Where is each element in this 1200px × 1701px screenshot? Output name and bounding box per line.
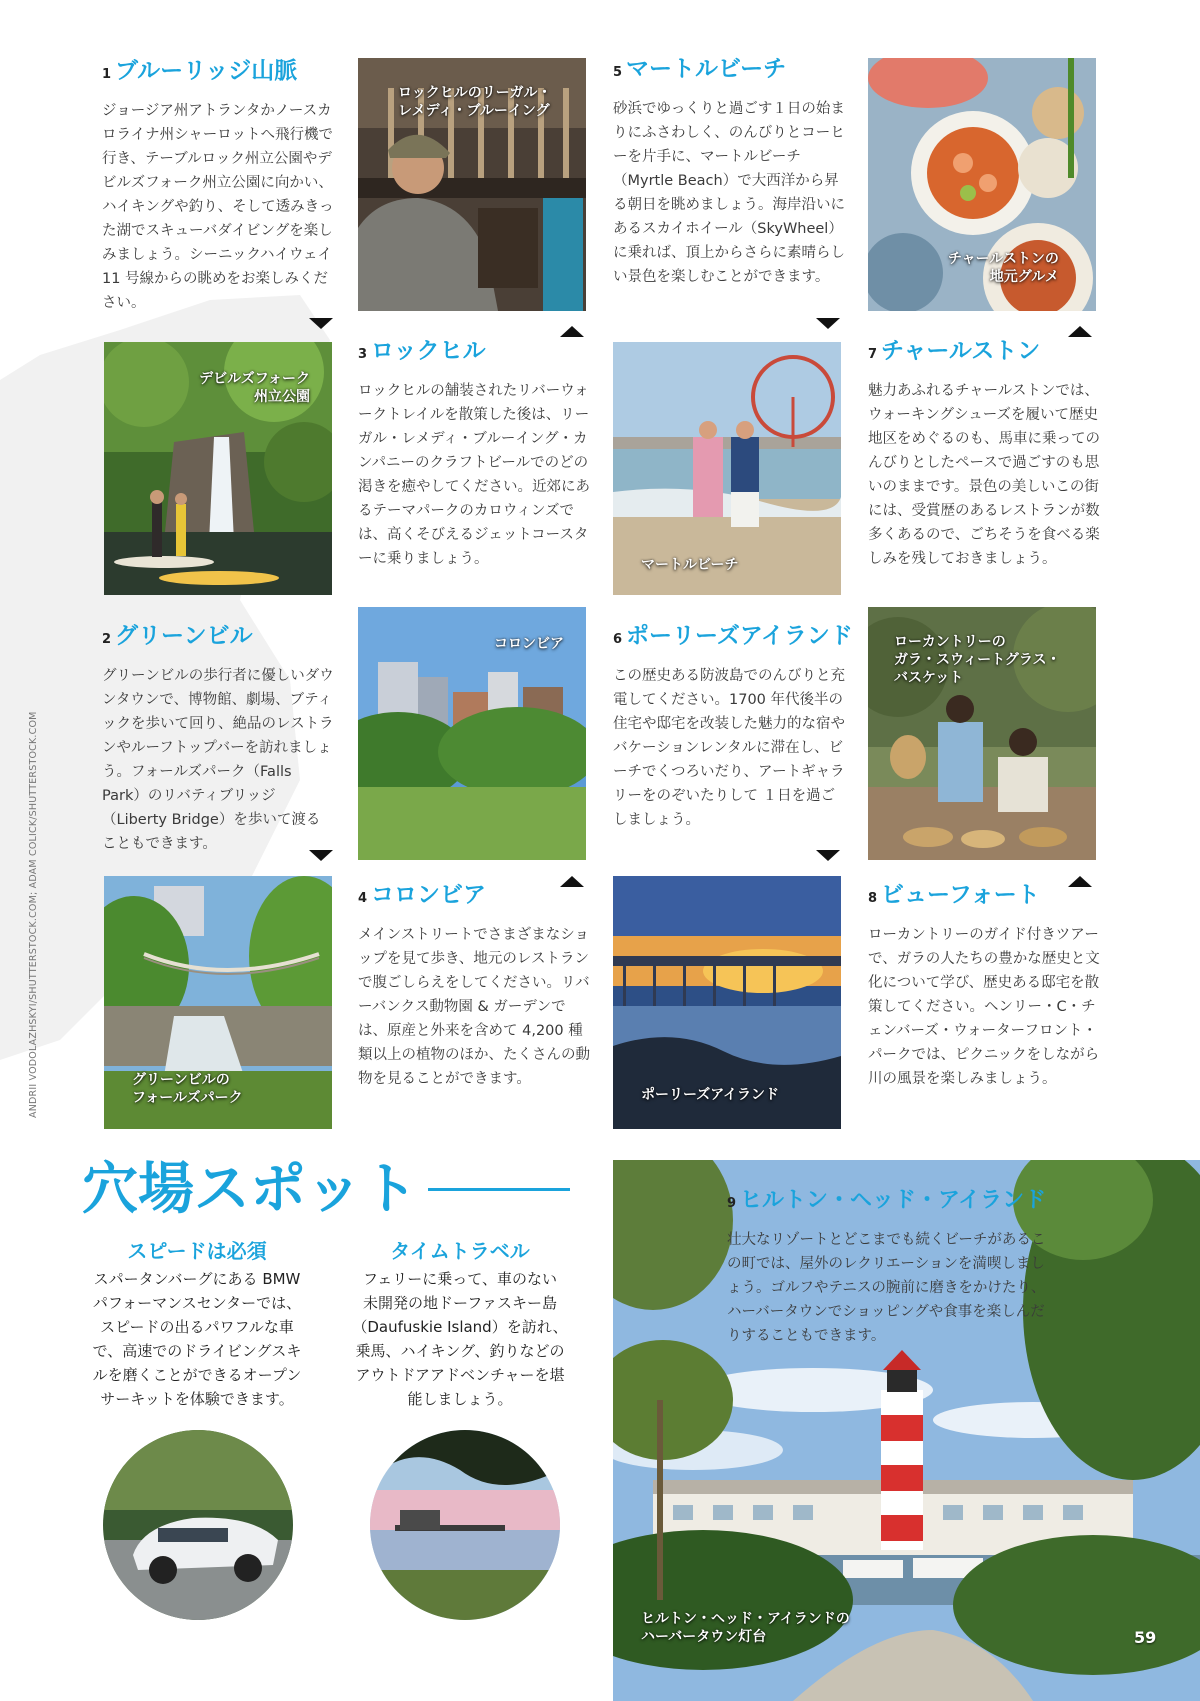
photo-falls-park	[104, 876, 332, 1129]
arrow-down-icon	[309, 318, 333, 329]
entry-title	[358, 880, 590, 914]
entry-number: 5	[613, 65, 623, 80]
entry-body: 砂浜でゆっくりと過ごす１日の始まりにふさわしく、のんびりとコーヒーを片手に、マートルビーチ（Myrtle Beach）で大西洋から昇る朝日を眺めましょう。海岸沿いにあるスカイホイール（SkyWheel）に乗れば、頂上からさらに素晴らしい景色を楽しむことができます。	[613, 101, 845, 285]
entry-title-text: ポーリーズアイランド	[626, 623, 853, 649]
photo-bmw-car	[103, 1430, 293, 1620]
entry-beaufort	[868, 880, 1100, 1091]
tip-title: タイムトラベル	[390, 1239, 530, 1263]
arrow-up-icon	[1068, 876, 1092, 887]
entry-blue-ridge	[102, 56, 334, 315]
entry-number: 3	[358, 347, 368, 362]
entry-body: ローカントリーのガイド付きツアーで、ガラの人たちの豊かな歴史と文化について学び、歴史ある邸宅を散策してください。ヘンリー・C・チェンバーズ・ウォーターフロント・パークでは、ピクニックをしながら川の風景を楽しみましょう。	[868, 927, 1100, 1087]
photo-caption: ロックヒルのリーガル・ レメディ・ブルーイング	[398, 85, 552, 119]
photo-charleston-food	[868, 58, 1096, 311]
tip-body: スパータンバーグにある BMW パフォーマンスセンターでは、 スピードの出るパワフルな車 で、高速でのドライビングスキ ルを磨くことができるオープン サーキットを体験できます。	[92, 1270, 302, 1408]
entry-number: 4	[358, 891, 368, 906]
entry-title	[102, 621, 334, 655]
photo-columbia	[358, 607, 586, 860]
entry-title-text: コロンビア	[371, 882, 487, 908]
entry-body: ロックヒルの舗装されたリバーウォークトレイルを散策した後は、リーガル・レメディ・ブルーイング・カンパニーのクラフトビールでのどの渇きを癒やしてください。近郊にあるテーマパークのカロウィンズでは、高くそびえるジェットコースターに乗りましょう。	[358, 383, 590, 567]
entry-number: 9	[727, 1196, 737, 1211]
entry-title-text: ロックヒル	[371, 338, 486, 364]
entry-myrtle-beach	[613, 54, 845, 289]
entry-title-text: ブルーリッジ山脈	[115, 58, 298, 84]
entry-number: 2	[102, 632, 112, 647]
entry-greenville	[102, 621, 334, 856]
photo-devils-fork	[104, 342, 332, 595]
arrow-down-icon	[816, 318, 840, 329]
arrow-up-icon	[560, 876, 584, 887]
entry-charleston	[868, 336, 1100, 571]
entry-title	[727, 1186, 1049, 1219]
entry-title-text: チャールストン	[881, 338, 1041, 364]
entry-title-text: グリーンビル	[115, 623, 253, 649]
entry-rock-hill	[358, 336, 590, 571]
photo-daufuskie-island	[370, 1430, 560, 1620]
entry-hilton-head	[727, 1186, 1049, 1348]
entry-body: 魅力あふれるチャールストンでは、ウォーキングシューズを履いて歴史地区をめぐるのも、馬車に乗ってのんびりとしたペースで過ごすのも思いのままです。景色の美しいこの街には、受賞歴のあるレストランが数多くあるので、ごちそうを食べる楽しみを残しておきましょう。	[868, 383, 1100, 567]
entry-number: 6	[613, 632, 623, 647]
entry-title	[868, 336, 1100, 370]
entry-number: 8	[868, 891, 878, 906]
entry-title	[613, 621, 853, 655]
section-title: 穴場スポット	[82, 1157, 418, 1222]
entry-title	[102, 56, 334, 90]
entry-number: 1	[102, 67, 112, 82]
photo-rockhill-brewery	[358, 58, 586, 311]
entry-title-text: ヒルトン・ヘッド・アイランド	[740, 1188, 1047, 1213]
tip-time-travel	[344, 1237, 576, 1411]
photo-caption: コロンビア	[494, 636, 564, 652]
entry-columbia	[358, 880, 590, 1091]
photo-caption: ヒルトン・ヘッド・アイランドの ハーバータウン灯台	[641, 1611, 850, 1645]
entry-body: メインストリートでさまざまなショップを見て歩き、地元のレストランで腹ごしらえをしてください。リバーバンクス動物園 & ガーデンでは、原産と外来を含めて 4,200 種類以上の植物のほか、たくさんの動物を見ることができます。	[358, 927, 590, 1087]
photo-caption: チャールストンの 地元グルメ	[948, 251, 1059, 285]
photo-caption: デビルズフォーク 州立公園	[199, 371, 310, 405]
tip-title: スピードは必須	[127, 1239, 267, 1263]
entry-pawleys-island	[613, 621, 853, 832]
entry-title-text: ビューフォート	[881, 882, 1040, 908]
entry-body: グリーンビルの歩行者に優しいダウンタウンで、博物館、劇場、ブティックを歩いて回り、絶品のレストランやルーフトップバーを訪れましょう。フォールズパーク（Falls Park）のリバティブリッジ（Liberty Bridge）を歩いて渡ることもできます。	[102, 668, 334, 852]
tip-speed	[82, 1237, 312, 1411]
entry-body: 壮大なリゾートとどこまでも続くビーチがあるこの町では、屋外のレクリエーションを満喫しましょう。ゴルフやテニスの腕前に磨きをかけたり、ハーバータウンでショッピングや食事を楽しんだりすることもできます。	[727, 1232, 1046, 1344]
entry-title-text: マートルビーチ	[626, 56, 787, 82]
photo-myrtle-beach	[613, 342, 841, 595]
photo-pawleys-island	[613, 876, 841, 1129]
entry-body: ジョージア州アトランタかノースカロライナ州シャーロットへ飛行機で行き、テーブルロック州立公園やデビルズフォーク州立公園に向かい、ハイキングや釣り、そして透みきった湖でスキューバダイビングを楽しみましょう。シーニックハイウェイ 11 号線からの眺めをお楽しみください。	[102, 103, 334, 311]
arrow-down-icon	[816, 850, 840, 861]
photo-caption: ポーリーズアイランド	[641, 1087, 780, 1103]
entry-number: 7	[868, 347, 878, 362]
entry-title	[868, 880, 1100, 914]
photo-caption: マートルビーチ	[641, 557, 739, 573]
photo-caption: グリーンビルの フォールズパーク	[132, 1072, 243, 1106]
entry-title	[358, 336, 590, 370]
section-rule	[428, 1188, 570, 1191]
arrow-down-icon	[309, 850, 333, 861]
entry-body: この歴史ある防波島でのんびりと充電してください。1700 年代後半の住宅や邸宅を改装した魅力的な宿やバケーションレンタルに滞在し、ビーチでくつろいだり、アートギャラリーをのぞいたりして １日を過ごしましょう。	[613, 668, 845, 828]
entry-title	[613, 54, 845, 88]
photo-credit: ANDRII VODOLAZHSKYI/SHUTTERSTOCK.COM; ADAM COLICK/SHUTTERSTOCK.COM	[28, 711, 39, 1118]
photo-sweetgrass-basket	[868, 607, 1096, 860]
photo-caption: ローカントリーの ガラ・スウィートグラス・ バスケット	[894, 634, 1061, 686]
tip-body: フェリーに乗って、車のない 未開発の地ドーファスキー島 （Daufuskie Island）を訪れ、 乗馬、ハイキング、釣りなどの アウトドアアドベンチャーを堪 能しましょう。	[352, 1270, 568, 1408]
page-number: 59	[1134, 1628, 1157, 1647]
